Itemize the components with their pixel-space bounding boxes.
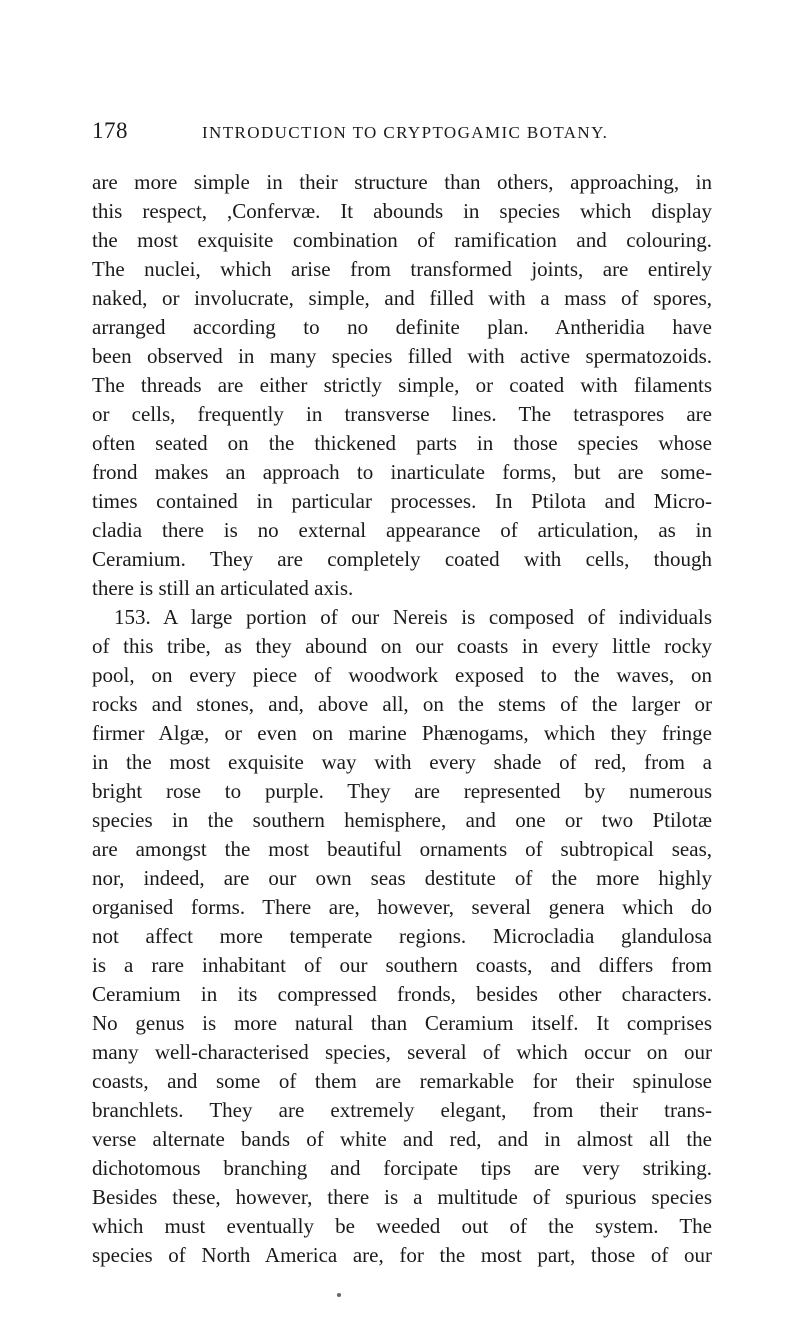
text-line: arranged according to no definite plan. Antheridia have [92, 315, 712, 339]
text-line: species of North America are, for the most part, those of our [92, 1243, 712, 1267]
text-line: species in the southern hemisphere, and one or two Ptilotæ [92, 808, 712, 832]
running-title: INTRODUCTION TO CRYPTOGAMIC BOTANY. [202, 123, 609, 142]
text-line: firmer Algæ, or even on marine Phænogams, which they fringe [92, 721, 712, 745]
text-line: nor, indeed, are our own seas destitute of the more highly [92, 866, 712, 890]
text-line: coasts, and some of them are remarkable for their spinulose [92, 1069, 712, 1093]
running-head [92, 118, 712, 150]
text-line: Ceramium. They are completely coated with cells, though [92, 547, 712, 571]
text-line: is a rare inhabitant of our southern coasts, and differs from [92, 953, 712, 977]
text-line: The threads are either strictly simple, or coated with filaments [92, 373, 712, 397]
text-line: this respect, ,Confervæ. It abounds in species which display [92, 199, 712, 223]
text-line: organised forms. There are, however, several genera which do [92, 895, 712, 919]
text-line: rocks and stones, and, above all, on the stems of the larger or [92, 692, 712, 716]
text-line: in the most exquisite way with every shade of red, from a [92, 750, 712, 774]
text-line: verse alternate bands of white and red, and in almost all the [92, 1127, 712, 1151]
text-line: are more simple in their structure than others, approaching, in [92, 170, 712, 194]
printer-mark [337, 1293, 341, 1297]
text-line: dichotomous branching and forcipate tips are very striking. [92, 1156, 712, 1180]
text-line: bright rose to purple. They are represented by numerous [92, 779, 712, 803]
body-text [92, 168, 712, 1270]
text-line: the most exquisite combination of ramification and colouring. [92, 228, 712, 252]
text-line: are amongst the most beautiful ornaments of subtropical seas, [92, 837, 712, 861]
text-line: Besides these, however, there is a multitude of spurious species [92, 1185, 712, 1209]
text-line: times contained in particular processes. In Ptilota and Micro- [92, 489, 712, 513]
text-line: 153. A large portion of our Nereis is composed of individuals [114, 605, 712, 629]
text-line: frond makes an approach to inarticulate forms, but are some- [92, 460, 712, 484]
text-line: No genus is more natural than Ceramium itself. It comprises [92, 1011, 712, 1035]
text-line: often seated on the thickened parts in those species whose [92, 431, 712, 455]
text-line: many well-characterised species, several of which occur on our [92, 1040, 712, 1064]
text-line: of this tribe, as they abound on our coasts in every little rocky [92, 634, 712, 658]
text-line: The nuclei, which arise from transformed joints, are entirely [92, 257, 712, 281]
text-line: cladia there is no external appearance of articulation, as in [92, 518, 712, 542]
text-line: been observed in many species filled with active spermatozoids. [92, 344, 712, 368]
text-line: there is still an articulated axis. [92, 576, 354, 600]
text-line: or cells, frequently in transverse lines. The tetraspores are [92, 402, 712, 426]
page-number: 178 [92, 118, 128, 143]
text-line: naked, or involucrate, simple, and filled with a mass of spores, [92, 286, 712, 310]
text-line: pool, on every piece of woodwork exposed to the waves, on [92, 663, 712, 687]
text-line: which must eventually be weeded out of the system. The [92, 1214, 712, 1238]
text-line: branchlets. They are extremely elegant, from their trans- [92, 1098, 712, 1122]
text-line: Ceramium in its compressed fronds, besides other characters. [92, 982, 712, 1006]
text-line: not affect more temperate regions. Microcladia glandulosa [92, 924, 712, 948]
